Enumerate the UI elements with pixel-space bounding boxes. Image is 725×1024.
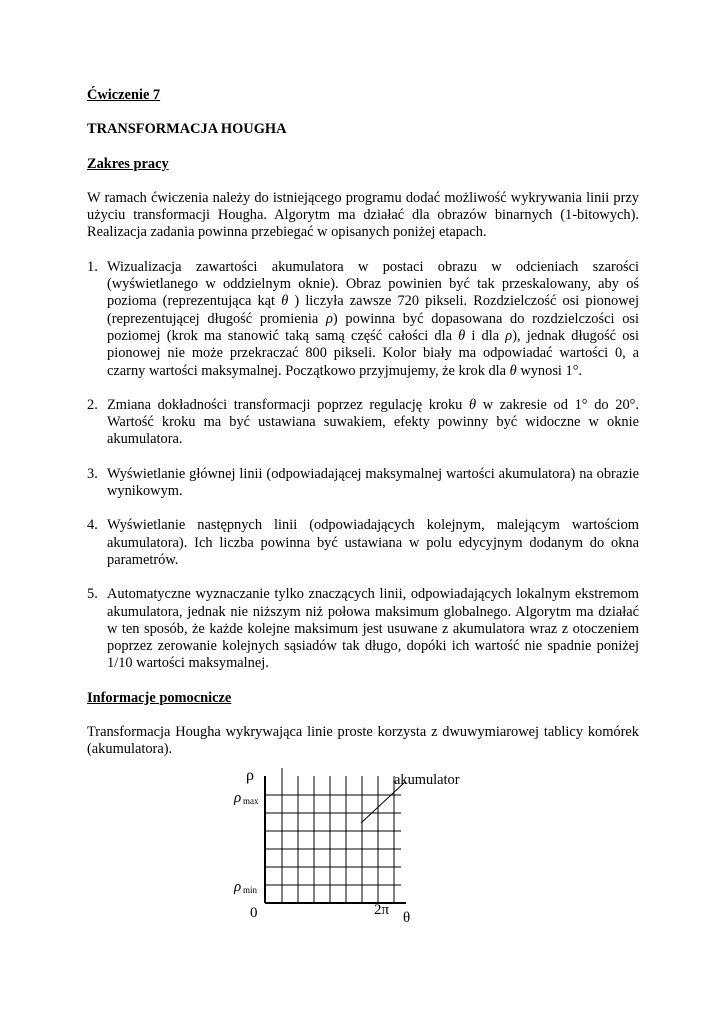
- greek-symbol: ρ: [325, 310, 333, 327]
- list-item: [87, 397, 639, 449]
- exercise-number: Ćwiczenie 7: [87, 87, 161, 103]
- accumulator-grid: [265, 768, 401, 903]
- list-item-text: [107, 259, 639, 380]
- greek-symbol: θ: [458, 327, 466, 344]
- list-item: [87, 259, 639, 380]
- text-run: ) powinna być dopasowana do rozdzielczości osi poziomej (krok ma stanowić taką samą część całości dla: [107, 310, 639, 344]
- text-run: wynosi 1°.: [516, 362, 583, 379]
- list-item: [87, 517, 639, 569]
- document-page: [87, 87, 639, 759]
- accumulator-label: akumulator: [394, 772, 460, 788]
- list-item: [87, 466, 639, 501]
- task-list: [87, 259, 639, 673]
- info-paragraph: Transformacja Hougha wykrywająca linie proste korzysta z dwuwymiarowej tablicy komórek (akumulatora).: [87, 724, 639, 758]
- greek-symbol: θ: [281, 293, 289, 310]
- list-item-text: [107, 466, 639, 501]
- rho-min-symbol: ρ: [234, 879, 242, 895]
- list-item: [87, 586, 639, 672]
- text-run: ) liczyła zawsze 720 pikseli. Rozdzielczość osi pionowej (reprezentującej długość promienia: [107, 293, 639, 327]
- rho-axis-label: ρ: [246, 767, 254, 784]
- text-run: w zakresie od 1° do 20°. Wartość kroku ma być ustawiana suwakiem, efekty powinny być widoczne w oknie akumulatora.: [107, 396, 639, 448]
- list-item-text: [107, 517, 639, 569]
- list-item-text: [107, 397, 639, 449]
- text-run: ), jednak długość osi pionowej nie może przekraczać 800 pikseli. Kolor biały ma odpowiadać wartości 0, a czarny wartości maksymalnej. Początkowo przyjmujemy, że krok dla: [107, 327, 640, 379]
- list-item-number: 1.: [87, 258, 98, 275]
- text-run: i dla: [465, 327, 506, 344]
- accumulator-diagram: [228, 760, 488, 930]
- list-item-number: 3.: [87, 465, 98, 482]
- text-run: Zmiana dokładności transformacji poprzez regulację kroku: [107, 396, 469, 413]
- origin-label: 0: [250, 905, 258, 921]
- two-pi-label: 2π: [374, 902, 390, 918]
- rho-min-subscript: min: [243, 885, 258, 895]
- greek-symbol: θ: [509, 362, 517, 379]
- theta-axis-label: θ: [403, 910, 411, 926]
- greek-symbol: ρ: [505, 327, 513, 344]
- list-item-number: 4.: [87, 517, 98, 534]
- text-run: Automatyczne wyznaczanie tylko znaczących linii, odpowiadających lokalnym ekstremom akumulatora, jednak nie niższym niż połowa maksimum globalnego. Algorytm ma działać w ten sposób, że każde kolejne maksimum jest usuwane z akumulatora wraz z otoczeniem poprzez zerowanie kolejnych sąsiadów tak długo, dopóki ich wartość nie spadnie poniżej 1/10 wartości maksymalnej.: [107, 586, 639, 672]
- intro-paragraph: W ramach ćwiczenia należy do istniejącego programu dodać możliwość wykrywania linii przy użyciu transformacji Hougha. Algorytm ma działać dla obrazów binarnych (1-bitowych). Realizacja zadania powinna przebiegać w opisanych poniżej etapach.: [87, 189, 639, 241]
- list-item-number: 2.: [87, 396, 98, 413]
- greek-symbol: θ: [468, 396, 477, 413]
- accumulator-pointer-line: [361, 782, 405, 823]
- text-run: Wizualizacja zawartości akumulatora w postaci obrazu w odcieniach szarości (wyświetlanego w oddzielnym oknie). Obraz powinien być tak przeskalowany, aby oś pozioma (reprezentująca kąt: [107, 258, 639, 310]
- rho-max-subscript: max: [243, 796, 259, 806]
- document-title: TRANSFORMACJA HOUGHA: [87, 121, 287, 138]
- list-item-number: 5.: [87, 586, 98, 603]
- info-heading: Informacje pomocnicze: [87, 689, 232, 706]
- scope-heading: Zakres pracy: [87, 155, 169, 172]
- rho-max-symbol: ρ: [234, 790, 242, 806]
- text-run: Wyświetlanie następnych linii (odpowiadających kolejnym, malejącym wartościom akumulatora). Ich liczba powinna być ustawiana w polu edycyjnym dodanym do okna parametrów.: [107, 517, 639, 568]
- list-item-text: [107, 586, 639, 672]
- text-run: Wyświetlanie głównej linii (odpowiadającej maksymalnej wartości akumulatora) na obrazie wynikowym.: [107, 465, 639, 500]
